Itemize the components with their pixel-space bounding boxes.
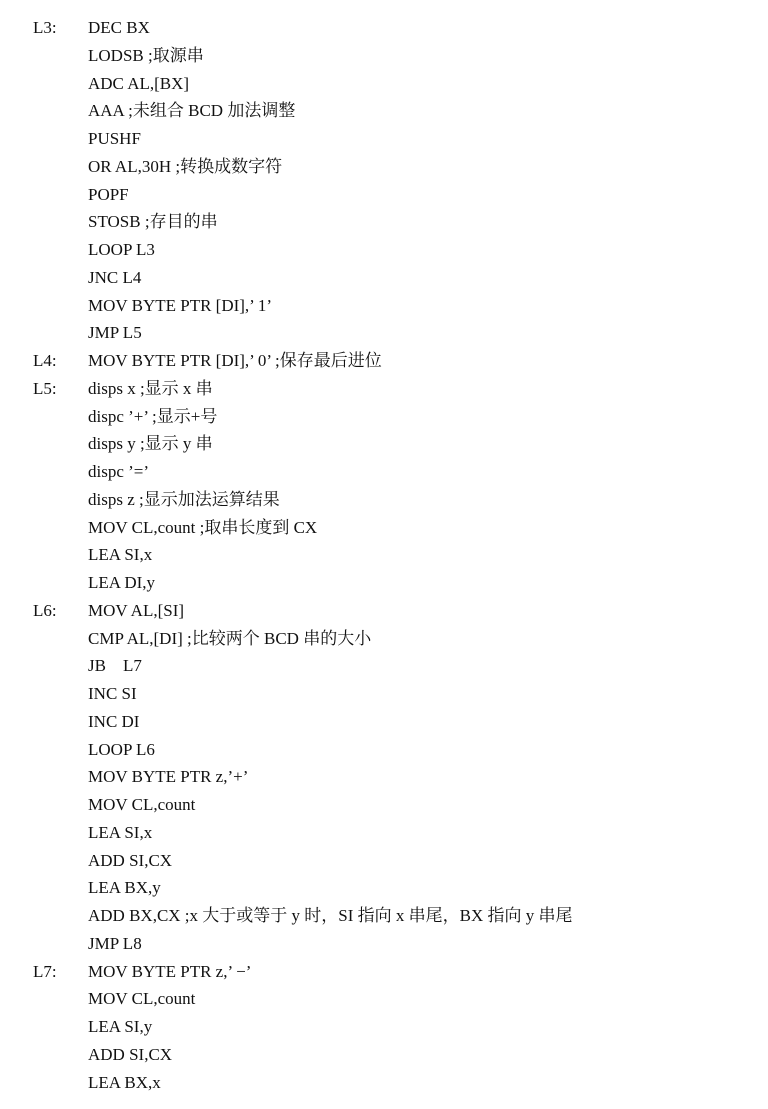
line-code: MOV BYTE PTR z,’ −’ [88, 961, 252, 981]
code-line [0, 902, 768, 930]
code-line [0, 430, 768, 458]
code-line [0, 625, 768, 653]
code-line [0, 514, 768, 542]
line-code: ADC AL,[BX] [88, 73, 190, 93]
line-code: ADD SI,CX [88, 1044, 173, 1064]
line-label: L3: [33, 18, 57, 37]
code-line [0, 208, 768, 236]
code-line [0, 819, 768, 847]
line-code: PUSHF [88, 129, 141, 148]
code-line [0, 153, 768, 181]
line-code: dispc ’+’ ;显示+号 [88, 406, 218, 426]
code-line [0, 597, 768, 625]
code-line [0, 763, 768, 791]
code-line [0, 569, 768, 597]
code-line [0, 652, 768, 680]
line-code: JNC L4 [88, 267, 142, 287]
code-line [0, 181, 768, 209]
line-code: disps z ;显示加法运算结果 [88, 489, 280, 509]
line-code: MOV BYTE PTR z,’+’ [88, 767, 249, 787]
line-code: POPF [88, 184, 129, 204]
code-line [0, 42, 768, 70]
code-line [0, 541, 768, 569]
code-line [0, 486, 768, 514]
line-code: LEA SI,x [88, 822, 153, 842]
line-code: LOOP L3 [88, 240, 155, 259]
code-line [0, 264, 768, 292]
code-line [0, 125, 768, 153]
line-label: L7: [33, 961, 57, 981]
line-code: LEA BX,y [88, 878, 161, 898]
line-code: MOV CL,count ;取串长度到 CX [88, 517, 318, 537]
code-line [0, 985, 768, 1013]
code-line [0, 791, 768, 819]
code-line [0, 292, 768, 320]
code-line [0, 708, 768, 736]
code-line [0, 1069, 768, 1097]
line-code: CMP AL,[DI] ;比较两个 BCD 串的大小 [88, 628, 372, 648]
code-line [0, 930, 768, 958]
line-code: JMP L5 [88, 323, 142, 343]
line-code: INC SI [88, 684, 137, 703]
line-code: MOV BYTE PTR [DI],’ 1’ [88, 295, 272, 315]
line-code: LEA SI,x [88, 545, 153, 565]
line-code: JMP L8 [88, 933, 142, 953]
line-code: disps y ;显示 y 串 [88, 434, 213, 454]
line-code: MOV CL,count [88, 989, 196, 1009]
line-label: L6: [33, 600, 57, 620]
assembly-code-listing [0, 14, 768, 1096]
code-line [0, 347, 768, 375]
line-code: INC DI [88, 711, 140, 731]
line-label: L4: [33, 351, 57, 370]
code-line [0, 319, 768, 347]
code-line [0, 680, 768, 708]
code-line [0, 874, 768, 902]
line-code: AAA ;未组合 BCD 加法调整 [88, 101, 296, 121]
code-line [0, 736, 768, 764]
code-line [0, 403, 768, 431]
code-line [0, 458, 768, 486]
line-code: LOOP L6 [88, 739, 155, 759]
line-code: MOV BYTE PTR [DI],’ 0’ ;保存最后进位 [88, 351, 382, 370]
line-code: MOV AL,[SI] [88, 600, 185, 620]
line-code: STOSB ;存目的串 [88, 212, 218, 232]
line-code: LODSB ;取源串 [88, 45, 204, 65]
code-line [0, 1041, 768, 1069]
line-code: LEA BX,x [88, 1072, 161, 1092]
code-line [0, 958, 768, 986]
line-code: disps x ;显示 x 串 [88, 378, 213, 398]
line-code: ADD SI,CX [88, 850, 173, 870]
code-line [0, 847, 768, 875]
code-line [0, 70, 768, 98]
line-code: dispc ’=’ [88, 462, 150, 481]
code-line [0, 1013, 768, 1041]
code-line [0, 97, 768, 125]
code-line [0, 375, 768, 403]
code-line [0, 14, 768, 42]
line-code: LEA DI,y [88, 573, 156, 592]
line-code: MOV CL,count [88, 795, 196, 814]
line-code: JB L7 [88, 656, 142, 676]
line-label: L5: [33, 378, 57, 398]
line-code: LEA SI,y [88, 1017, 153, 1036]
line-code: ADD BX,CX ;x 大于或等于 y 时，SI 指向 x 串尾，BX 指向 y 串尾 [88, 906, 573, 925]
line-code: DEC BX [88, 18, 150, 37]
line-code: OR AL,30H ;转换成数字符 [88, 156, 283, 176]
code-line [0, 236, 768, 264]
